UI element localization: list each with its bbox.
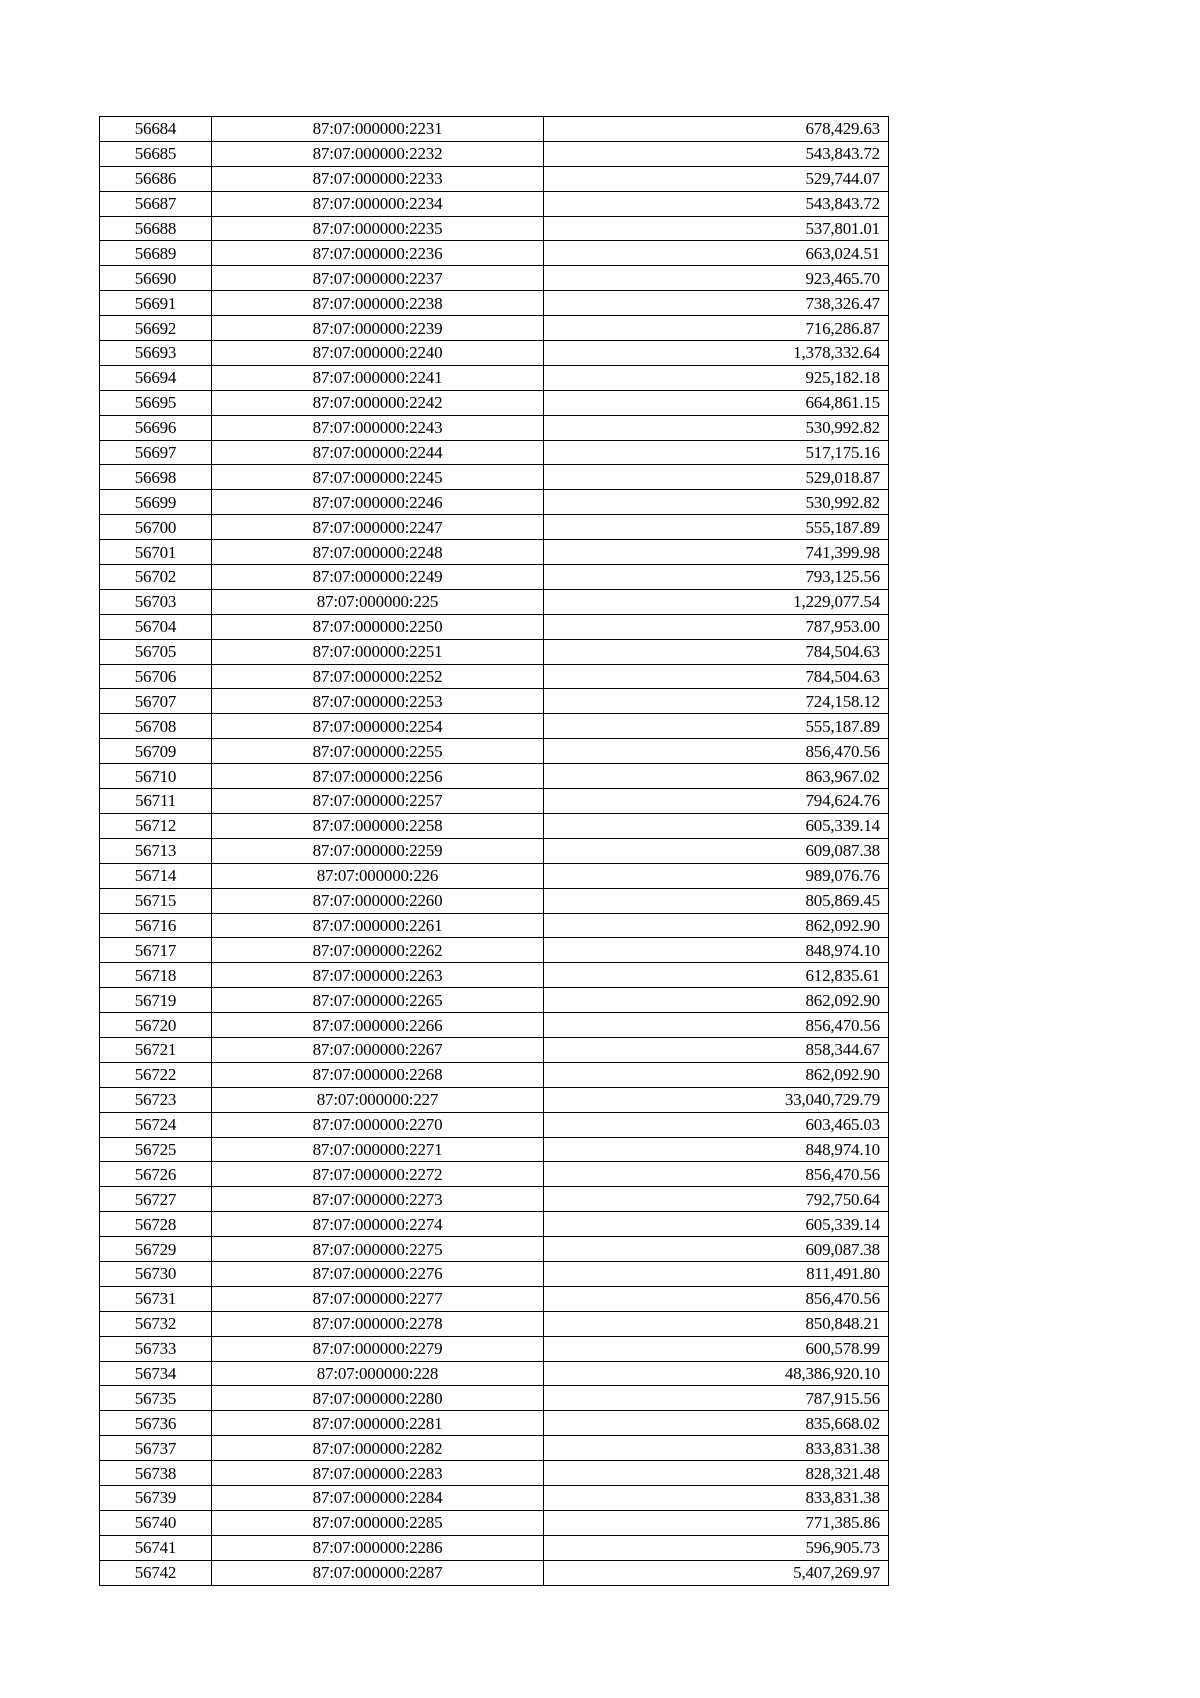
row-number-cell: 56687 bbox=[100, 191, 212, 216]
table-row bbox=[100, 1411, 889, 1436]
value-cell: 609,087.38 bbox=[544, 1237, 889, 1262]
value-cell: 530,992.82 bbox=[544, 490, 889, 515]
table-row bbox=[100, 764, 889, 789]
value-cell: 517,175.16 bbox=[544, 440, 889, 465]
row-number-cell: 56719 bbox=[100, 988, 212, 1013]
value-cell: 1,378,332.64 bbox=[544, 341, 889, 366]
table-row bbox=[100, 1112, 889, 1137]
value-cell: 678,429.63 bbox=[544, 117, 889, 142]
cadastral-number-cell: 87:07:000000:2258 bbox=[212, 813, 544, 838]
value-cell: 771,385.86 bbox=[544, 1510, 889, 1535]
value-cell: 555,187.89 bbox=[544, 714, 889, 739]
table-row bbox=[100, 838, 889, 863]
cadastral-number-cell: 87:07:000000:2234 bbox=[212, 191, 544, 216]
value-cell: 856,470.56 bbox=[544, 1286, 889, 1311]
value-cell: 848,974.10 bbox=[544, 1137, 889, 1162]
cadastral-number-cell: 87:07:000000:2267 bbox=[212, 1037, 544, 1062]
row-number-cell: 56741 bbox=[100, 1535, 212, 1560]
cadastral-number-cell: 87:07:000000:2270 bbox=[212, 1112, 544, 1137]
table-row bbox=[100, 1137, 889, 1162]
table-row bbox=[100, 1062, 889, 1087]
row-number-cell: 56722 bbox=[100, 1062, 212, 1087]
table-row bbox=[100, 291, 889, 316]
row-number-cell: 56733 bbox=[100, 1336, 212, 1361]
cadastral-number-cell: 87:07:000000:2284 bbox=[212, 1485, 544, 1510]
row-number-cell: 56689 bbox=[100, 241, 212, 266]
row-number-cell: 56702 bbox=[100, 565, 212, 590]
cadastral-number-cell: 87:07:000000:228 bbox=[212, 1361, 544, 1386]
row-number-cell: 56699 bbox=[100, 490, 212, 515]
cadastral-number-cell: 87:07:000000:2233 bbox=[212, 166, 544, 191]
row-number-cell: 56697 bbox=[100, 440, 212, 465]
table-row bbox=[100, 789, 889, 814]
row-number-cell: 56707 bbox=[100, 689, 212, 714]
table-row bbox=[100, 241, 889, 266]
cadastral-number-cell: 87:07:000000:2252 bbox=[212, 664, 544, 689]
cadastral-number-cell: 87:07:000000:2237 bbox=[212, 266, 544, 291]
table-row bbox=[100, 1560, 889, 1585]
value-cell: 862,092.90 bbox=[544, 913, 889, 938]
row-number-cell: 56728 bbox=[100, 1212, 212, 1237]
row-number-cell: 56696 bbox=[100, 415, 212, 440]
cadastral-number-cell: 87:07:000000:2275 bbox=[212, 1237, 544, 1262]
row-number-cell: 56694 bbox=[100, 365, 212, 390]
value-cell: 923,465.70 bbox=[544, 266, 889, 291]
table-row bbox=[100, 938, 889, 963]
cadastral-number-cell: 87:07:000000:2245 bbox=[212, 465, 544, 490]
row-number-cell: 56714 bbox=[100, 863, 212, 888]
cadastral-number-cell: 87:07:000000:2277 bbox=[212, 1286, 544, 1311]
cadastral-number-cell: 87:07:000000:225 bbox=[212, 589, 544, 614]
cadastral-number-cell: 87:07:000000:2235 bbox=[212, 216, 544, 241]
row-number-cell: 56727 bbox=[100, 1187, 212, 1212]
table-row bbox=[100, 316, 889, 341]
cadastral-number-cell: 87:07:000000:2272 bbox=[212, 1162, 544, 1187]
row-number-cell: 56692 bbox=[100, 316, 212, 341]
value-cell: 863,967.02 bbox=[544, 764, 889, 789]
table-row bbox=[100, 1336, 889, 1361]
row-number-cell: 56703 bbox=[100, 589, 212, 614]
value-cell: 858,344.67 bbox=[544, 1037, 889, 1062]
cadastral-number-cell: 87:07:000000:2273 bbox=[212, 1187, 544, 1212]
cadastral-number-cell: 87:07:000000:2244 bbox=[212, 440, 544, 465]
table-row bbox=[100, 1187, 889, 1212]
cadastral-number-cell: 87:07:000000:2271 bbox=[212, 1137, 544, 1162]
value-cell: 738,326.47 bbox=[544, 291, 889, 316]
cadastral-number-cell: 87:07:000000:2243 bbox=[212, 415, 544, 440]
cadastral-number-cell: 87:07:000000:2255 bbox=[212, 739, 544, 764]
cadastral-number-cell: 87:07:000000:2240 bbox=[212, 341, 544, 366]
value-cell: 543,843.72 bbox=[544, 141, 889, 166]
cadastral-number-cell: 87:07:000000:2247 bbox=[212, 515, 544, 540]
table-row bbox=[100, 1286, 889, 1311]
cadastral-number-cell: 87:07:000000:2285 bbox=[212, 1510, 544, 1535]
value-cell: 724,158.12 bbox=[544, 689, 889, 714]
table-row bbox=[100, 141, 889, 166]
value-cell: 833,831.38 bbox=[544, 1436, 889, 1461]
row-number-cell: 56693 bbox=[100, 341, 212, 366]
value-cell: 787,953.00 bbox=[544, 614, 889, 639]
cadastral-number-cell: 87:07:000000:2261 bbox=[212, 913, 544, 938]
table-row bbox=[100, 1361, 889, 1386]
row-number-cell: 56724 bbox=[100, 1112, 212, 1137]
value-cell: 530,992.82 bbox=[544, 415, 889, 440]
cadastral-number-cell: 87:07:000000:2239 bbox=[212, 316, 544, 341]
row-number-cell: 56732 bbox=[100, 1311, 212, 1336]
cadastral-number-cell: 87:07:000000:2263 bbox=[212, 963, 544, 988]
value-cell: 835,668.02 bbox=[544, 1411, 889, 1436]
cadastral-number-cell: 87:07:000000:2287 bbox=[212, 1560, 544, 1585]
cadastral-number-cell: 87:07:000000:2246 bbox=[212, 490, 544, 515]
row-number-cell: 56717 bbox=[100, 938, 212, 963]
row-number-cell: 56726 bbox=[100, 1162, 212, 1187]
cadastral-number-cell: 87:07:000000:226 bbox=[212, 863, 544, 888]
cadastral-value-table bbox=[99, 116, 889, 1586]
value-cell: 1,229,077.54 bbox=[544, 589, 889, 614]
row-number-cell: 56718 bbox=[100, 963, 212, 988]
cadastral-number-cell: 87:07:000000:2238 bbox=[212, 291, 544, 316]
table-row bbox=[100, 515, 889, 540]
table-row bbox=[100, 664, 889, 689]
table-row bbox=[100, 191, 889, 216]
table-row bbox=[100, 365, 889, 390]
cadastral-number-cell: 87:07:000000:2265 bbox=[212, 988, 544, 1013]
cadastral-number-cell: 87:07:000000:2259 bbox=[212, 838, 544, 863]
cadastral-number-cell: 87:07:000000:2276 bbox=[212, 1261, 544, 1286]
table-row bbox=[100, 1461, 889, 1486]
row-number-cell: 56738 bbox=[100, 1461, 212, 1486]
cadastral-number-cell: 87:07:000000:2253 bbox=[212, 689, 544, 714]
table-row bbox=[100, 1261, 889, 1286]
row-number-cell: 56725 bbox=[100, 1137, 212, 1162]
cadastral-number-cell: 87:07:000000:2231 bbox=[212, 117, 544, 142]
row-number-cell: 56729 bbox=[100, 1237, 212, 1262]
value-cell: 543,843.72 bbox=[544, 191, 889, 216]
row-number-cell: 56720 bbox=[100, 1013, 212, 1038]
value-cell: 664,861.15 bbox=[544, 390, 889, 415]
table-row bbox=[100, 689, 889, 714]
row-number-cell: 56708 bbox=[100, 714, 212, 739]
value-cell: 609,087.38 bbox=[544, 838, 889, 863]
value-cell: 794,624.76 bbox=[544, 789, 889, 814]
value-cell: 862,092.90 bbox=[544, 1062, 889, 1087]
row-number-cell: 56716 bbox=[100, 913, 212, 938]
row-number-cell: 56742 bbox=[100, 1560, 212, 1585]
value-cell: 555,187.89 bbox=[544, 515, 889, 540]
table-row bbox=[100, 963, 889, 988]
table-row bbox=[100, 1212, 889, 1237]
value-cell: 925,182.18 bbox=[544, 365, 889, 390]
table-row bbox=[100, 714, 889, 739]
cadastral-number-cell: 87:07:000000:2262 bbox=[212, 938, 544, 963]
table-row bbox=[100, 440, 889, 465]
table-row bbox=[100, 1037, 889, 1062]
value-cell: 603,465.03 bbox=[544, 1112, 889, 1137]
cadastral-number-cell: 87:07:000000:2257 bbox=[212, 789, 544, 814]
table-row bbox=[100, 1510, 889, 1535]
table-row bbox=[100, 1386, 889, 1411]
value-cell: 862,092.90 bbox=[544, 988, 889, 1013]
table-row bbox=[100, 1436, 889, 1461]
table-row bbox=[100, 813, 889, 838]
value-cell: 537,801.01 bbox=[544, 216, 889, 241]
row-number-cell: 56734 bbox=[100, 1361, 212, 1386]
table-row bbox=[100, 639, 889, 664]
value-cell: 989,076.76 bbox=[544, 863, 889, 888]
value-cell: 793,125.56 bbox=[544, 565, 889, 590]
table-row bbox=[100, 465, 889, 490]
cadastral-number-cell: 87:07:000000:2266 bbox=[212, 1013, 544, 1038]
value-cell: 663,024.51 bbox=[544, 241, 889, 266]
table-row bbox=[100, 1087, 889, 1112]
table-row bbox=[100, 614, 889, 639]
cadastral-number-cell: 87:07:000000:2283 bbox=[212, 1461, 544, 1486]
row-number-cell: 56710 bbox=[100, 764, 212, 789]
cadastral-number-cell: 87:07:000000:2242 bbox=[212, 390, 544, 415]
cadastral-number-cell: 87:07:000000:2281 bbox=[212, 1411, 544, 1436]
row-number-cell: 56739 bbox=[100, 1485, 212, 1510]
row-number-cell: 56705 bbox=[100, 639, 212, 664]
cadastral-number-cell: 87:07:000000:2232 bbox=[212, 141, 544, 166]
row-number-cell: 56731 bbox=[100, 1286, 212, 1311]
table-row bbox=[100, 390, 889, 415]
value-cell: 596,905.73 bbox=[544, 1535, 889, 1560]
value-cell: 605,339.14 bbox=[544, 813, 889, 838]
table-row bbox=[100, 1162, 889, 1187]
table-row bbox=[100, 1013, 889, 1038]
table-row bbox=[100, 739, 889, 764]
table-row bbox=[100, 1485, 889, 1510]
row-number-cell: 56737 bbox=[100, 1436, 212, 1461]
row-number-cell: 56685 bbox=[100, 141, 212, 166]
value-cell: 48,386,920.10 bbox=[544, 1361, 889, 1386]
cadastral-number-cell: 87:07:000000:2254 bbox=[212, 714, 544, 739]
row-number-cell: 56740 bbox=[100, 1510, 212, 1535]
cadastral-number-cell: 87:07:000000:2274 bbox=[212, 1212, 544, 1237]
row-number-cell: 56701 bbox=[100, 540, 212, 565]
cadastral-number-cell: 87:07:000000:2286 bbox=[212, 1535, 544, 1560]
value-cell: 792,750.64 bbox=[544, 1187, 889, 1212]
row-number-cell: 56695 bbox=[100, 390, 212, 415]
row-number-cell: 56690 bbox=[100, 266, 212, 291]
cadastral-number-cell: 87:07:000000:2268 bbox=[212, 1062, 544, 1087]
row-number-cell: 56735 bbox=[100, 1386, 212, 1411]
value-cell: 805,869.45 bbox=[544, 888, 889, 913]
table-row bbox=[100, 117, 889, 142]
value-cell: 605,339.14 bbox=[544, 1212, 889, 1237]
cadastral-number-cell: 87:07:000000:227 bbox=[212, 1087, 544, 1112]
row-number-cell: 56706 bbox=[100, 664, 212, 689]
row-number-cell: 56684 bbox=[100, 117, 212, 142]
table-row bbox=[100, 565, 889, 590]
value-cell: 828,321.48 bbox=[544, 1461, 889, 1486]
row-number-cell: 56715 bbox=[100, 888, 212, 913]
row-number-cell: 56712 bbox=[100, 813, 212, 838]
row-number-cell: 56713 bbox=[100, 838, 212, 863]
cadastral-number-cell: 87:07:000000:2278 bbox=[212, 1311, 544, 1336]
table-row bbox=[100, 988, 889, 1013]
value-cell: 600,578.99 bbox=[544, 1336, 889, 1361]
value-cell: 787,915.56 bbox=[544, 1386, 889, 1411]
table-row bbox=[100, 1535, 889, 1560]
cadastral-number-cell: 87:07:000000:2236 bbox=[212, 241, 544, 266]
value-cell: 612,835.61 bbox=[544, 963, 889, 988]
table-row bbox=[100, 415, 889, 440]
cadastral-number-cell: 87:07:000000:2250 bbox=[212, 614, 544, 639]
value-cell: 784,504.63 bbox=[544, 664, 889, 689]
row-number-cell: 56704 bbox=[100, 614, 212, 639]
value-cell: 5,407,269.97 bbox=[544, 1560, 889, 1585]
value-cell: 716,286.87 bbox=[544, 316, 889, 341]
table-row bbox=[100, 540, 889, 565]
row-number-cell: 56688 bbox=[100, 216, 212, 241]
row-number-cell: 56730 bbox=[100, 1261, 212, 1286]
table-row bbox=[100, 1311, 889, 1336]
value-cell: 529,018.87 bbox=[544, 465, 889, 490]
cadastral-number-cell: 87:07:000000:2282 bbox=[212, 1436, 544, 1461]
value-cell: 741,399.98 bbox=[544, 540, 889, 565]
cadastral-number-cell: 87:07:000000:2251 bbox=[212, 639, 544, 664]
table-row bbox=[100, 863, 889, 888]
table-row bbox=[100, 341, 889, 366]
table-row bbox=[100, 490, 889, 515]
cadastral-number-cell: 87:07:000000:2279 bbox=[212, 1336, 544, 1361]
row-number-cell: 56686 bbox=[100, 166, 212, 191]
cadastral-number-cell: 87:07:000000:2249 bbox=[212, 565, 544, 590]
table-row bbox=[100, 216, 889, 241]
table-row bbox=[100, 166, 889, 191]
row-number-cell: 56723 bbox=[100, 1087, 212, 1112]
row-number-cell: 56736 bbox=[100, 1411, 212, 1436]
row-number-cell: 56721 bbox=[100, 1037, 212, 1062]
value-cell: 856,470.56 bbox=[544, 739, 889, 764]
value-cell: 856,470.56 bbox=[544, 1013, 889, 1038]
cadastral-number-cell: 87:07:000000:2241 bbox=[212, 365, 544, 390]
row-number-cell: 56700 bbox=[100, 515, 212, 540]
value-cell: 850,848.21 bbox=[544, 1311, 889, 1336]
row-number-cell: 56691 bbox=[100, 291, 212, 316]
cadastral-number-cell: 87:07:000000:2248 bbox=[212, 540, 544, 565]
row-number-cell: 56711 bbox=[100, 789, 212, 814]
table-body bbox=[100, 117, 889, 1586]
cadastral-number-cell: 87:07:000000:2260 bbox=[212, 888, 544, 913]
value-cell: 811,491.80 bbox=[544, 1261, 889, 1286]
table-row bbox=[100, 913, 889, 938]
row-number-cell: 56698 bbox=[100, 465, 212, 490]
value-cell: 848,974.10 bbox=[544, 938, 889, 963]
table-row bbox=[100, 589, 889, 614]
value-cell: 833,831.38 bbox=[544, 1485, 889, 1510]
cadastral-number-cell: 87:07:000000:2256 bbox=[212, 764, 544, 789]
value-cell: 529,744.07 bbox=[544, 166, 889, 191]
table-row bbox=[100, 1237, 889, 1262]
cadastral-number-cell: 87:07:000000:2280 bbox=[212, 1386, 544, 1411]
value-cell: 856,470.56 bbox=[544, 1162, 889, 1187]
value-cell: 33,040,729.79 bbox=[544, 1087, 889, 1112]
table-row bbox=[100, 888, 889, 913]
row-number-cell: 56709 bbox=[100, 739, 212, 764]
value-cell: 784,504.63 bbox=[544, 639, 889, 664]
table-row bbox=[100, 266, 889, 291]
